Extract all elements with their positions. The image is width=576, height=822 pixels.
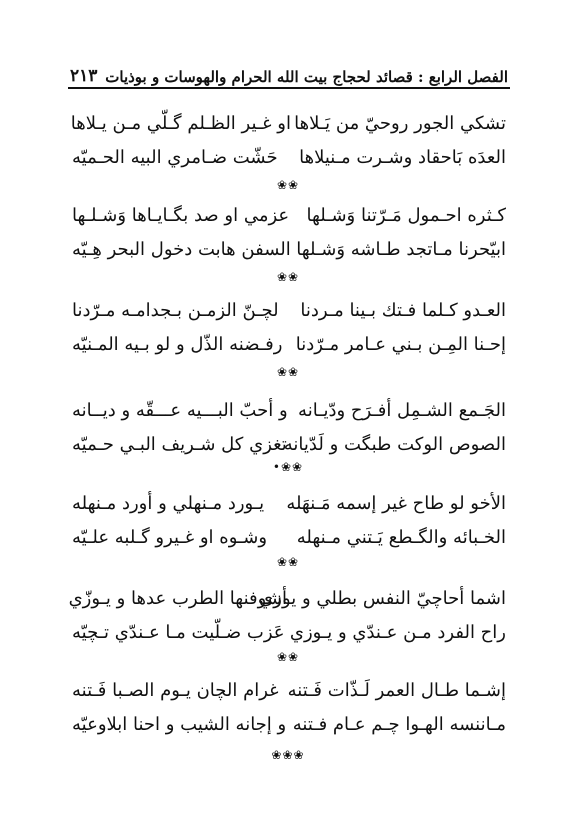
hemistich-second: غرام الچان يـوم الصـبا فَـتنه <box>72 679 279 701</box>
stanza-separator: ❀❀ <box>276 555 300 569</box>
hemistich-first: إحـنا المِـن بـني عـامر مـرّدنا <box>295 333 506 355</box>
hemistich-second: رفـضنه الذّل و لو بـيه المـنيّه <box>72 333 283 355</box>
hemistich-first: كـثره احـمول مَـرّتنا وَشـلها <box>306 204 506 226</box>
stanza <box>70 393 508 461</box>
stanza <box>70 673 508 741</box>
verse <box>70 140 508 174</box>
hemistich-first: اشما أحاچيّ النفس بطلي و يوزي <box>259 587 506 609</box>
hemistich-first: تشكي الجور روحيّ من يَـلاها <box>294 112 506 134</box>
hemistich-first: الخـبائه والگـطع يَـتني مـنهله <box>296 526 506 548</box>
verse <box>70 393 508 427</box>
hemistich-second: عَزب ضـلّيت مـا عـندّي تـچيّه <box>72 621 285 643</box>
hemistich-first: الأخو لو طاح غير إسمه مَـنهَله <box>286 492 506 514</box>
verse <box>70 293 508 327</box>
hemistich-second: تغزي كل شـريف البـي حـميّه <box>72 433 287 455</box>
hemistich-first: الجَـمع الشـمِل أفـرَح ودّيـانه <box>298 399 506 421</box>
hemistich-first: الصوص الوكت طبگت و لَدّيانه <box>283 433 506 455</box>
hemistich-second: و أحبّ البـــيه عـــقّه و ديــانه <box>72 399 288 421</box>
hemistich-first: العـدو كـلما فـتك بـينا مـردنا <box>300 299 506 321</box>
hemistich-second: أشوفنها الطرب عدها و يـوزّي <box>68 587 287 609</box>
chapter-title: الفصل الرابع : قصائد لحجاج بيت الله الحرام والهوسات و بوذيات <box>105 68 508 86</box>
stanza <box>70 486 508 554</box>
verse <box>70 198 508 232</box>
hemistich-second: السفن هابت دخول البحر هِـيّه <box>72 238 291 260</box>
stanza-separator: ❀❀ <box>276 178 300 192</box>
hemistich-first: ابيّحرنا مـاتجد طـاشه وَشـلها <box>296 238 506 260</box>
verse <box>70 106 508 140</box>
hemistich-first: مـاننسه الهـوا چـم عـام فـتنه <box>292 713 506 735</box>
hemistich-first: إشـما طـال العمر لَـذّات فَـتنه <box>287 679 506 701</box>
verse <box>70 427 508 461</box>
hemistich-second: حَشّت ضـامري البيه الحـميّه <box>72 146 278 168</box>
verse <box>70 327 508 361</box>
verse <box>70 673 508 707</box>
hemistich-second: لچـنّ الزمـن بـجدامـه مـرّدنا <box>72 299 279 321</box>
hemistich-first: راح الفرد مـن عـندّي و يـوزي <box>289 621 506 643</box>
verse <box>70 707 508 741</box>
hemistich-second: عزمي او صد بگـايـاها وَشـلـها <box>72 204 290 226</box>
verse <box>70 615 508 649</box>
stanza-separator: ❀❀ <box>276 650 300 664</box>
stanza <box>70 198 508 266</box>
stanza <box>70 106 508 174</box>
stanza-separator: ❀❀ <box>276 270 300 284</box>
verse <box>70 232 508 266</box>
stanza-separator: ❀❀ <box>276 365 300 379</box>
stanza <box>70 293 508 361</box>
hemistich-second: او غـير الظـلم گـلّي مـن يـلاها <box>70 112 291 134</box>
verse <box>70 486 508 520</box>
verse <box>70 520 508 554</box>
hemistich-second: وشـوه او غـيرو گـلبه علـيّه <box>72 526 268 548</box>
verse <box>70 581 508 615</box>
header-rule <box>68 87 510 89</box>
stanza <box>70 581 508 649</box>
hemistich-first: العدَه بَاحقاد وشـرت مـنيلاها <box>299 146 506 168</box>
page-header <box>70 60 508 86</box>
hemistich-second: يـورد مـنهلي و أورد مـنهله <box>72 492 265 514</box>
page-number: ٢١٣ <box>70 66 98 86</box>
closing-ornament: ❀❀❀ <box>271 748 305 762</box>
stanza-separator: •❀❀ <box>272 460 304 474</box>
hemistich-second: و إجانه الشيب و احنا ابلاوعيّه <box>72 713 287 735</box>
